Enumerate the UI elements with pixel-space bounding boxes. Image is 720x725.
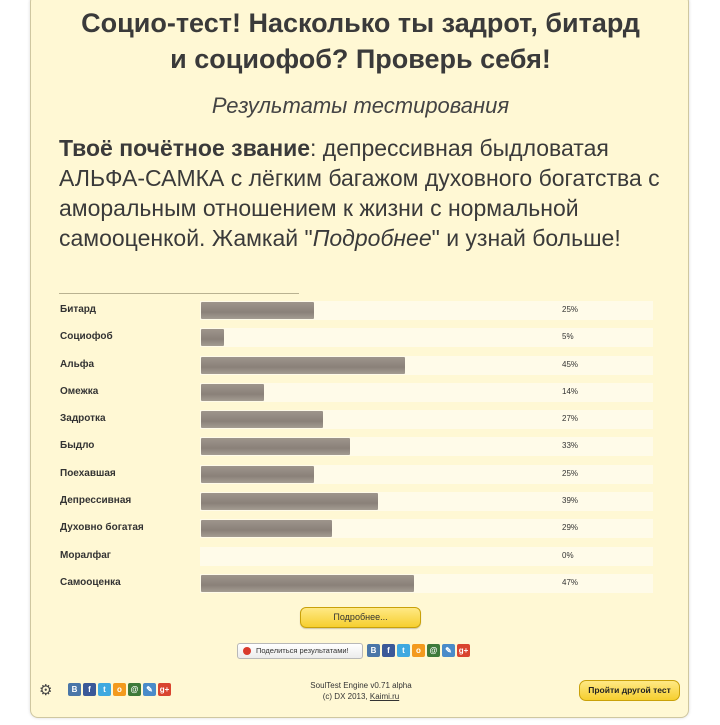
results-bar-chart [59,300,653,600]
test-card [30,0,689,718]
stat-value-label: 29% [562,523,579,533]
stat-track [200,492,653,511]
page-title [31,5,690,77]
google-plus-icon[interactable]: g+ [458,646,469,655]
more-button[interactable]: Подробнее... [300,607,421,628]
stat-value-label: 0% [562,550,574,560]
stat-track [200,465,653,484]
other-test-button[interactable]: Пройти другой тест [579,680,680,701]
title-line-1: Социо-тест! Насколько ты задрот, битард [81,8,640,38]
stat-row [59,573,653,600]
stat-bar [201,466,314,483]
stat-label: Быдло [60,440,95,452]
stat-label: Духовно богатая [60,522,144,534]
stat-value-label: 25% [562,305,579,314]
copyright: (c) DX 2013, [322,692,370,701]
stat-value-label: 14% [562,386,579,396]
stat-bar [201,575,414,592]
stat-value-label: 25% [562,468,579,478]
results-subtitle: Результаты тестирования [211,93,510,118]
footer-share-icons [68,683,171,696]
stat-bar [201,302,314,319]
stat-value-label: 27% [562,414,579,424]
stat-track [200,547,653,566]
gear-icon[interactable]: ⚙ [39,682,53,699]
stat-row [59,491,653,518]
stat-label: Омежка [60,385,99,397]
vk-icon[interactable]: B [68,683,81,696]
result-text-1: : депрессивная быдловатая АЛЬФА-САМКА с лёгким багажом духовного богатства с аморальным отношением к жизни с нормальной самооценкой. Жамкай " [59,135,660,251]
stat-label: Задротка [60,413,106,425]
stat-value-label: 33% [562,441,579,451]
stat-value-label: 47% [562,577,579,587]
stat-track [200,383,653,402]
title-line-2: и социофоб? Проверь себя! [170,44,551,74]
stat-track [200,328,653,347]
result-text-2: " и узнай больше! [431,225,621,251]
stat-row [59,409,653,436]
stat-row [59,464,653,491]
stat-row [59,518,653,545]
stat-track [200,356,653,375]
stat-label: Самооценка [60,576,121,588]
stat-track [200,410,653,429]
result-description [59,133,669,253]
stat-row [59,355,653,382]
stat-bar [201,438,350,455]
stat-row [59,436,653,463]
stat-bar [201,384,264,401]
stat-value-label: 45% [562,359,579,369]
mailru-icon[interactable]: @ [128,683,141,696]
stat-bar [201,357,405,374]
rank-label: Твоё почётное звание [59,135,311,161]
stat-bar [201,329,224,346]
stat-label: Социофоб [60,331,113,343]
footer-credits [271,680,451,702]
google-plus-icon[interactable]: g+ [159,685,170,694]
divider [59,293,299,294]
twitter-icon[interactable]: t [397,644,410,657]
mailru-icon[interactable]: @ [427,644,440,657]
facebook-icon[interactable]: f [382,644,395,657]
stat-value-label: 5% [562,332,574,342]
site-link[interactable]: Kaimi.ru [369,692,400,701]
twitter-icon[interactable]: t [98,683,111,696]
stat-label: Депрессивная [60,495,132,507]
stat-label: Альфа [60,358,95,370]
stat-track [200,437,653,456]
vk-icon[interactable]: B [367,644,380,657]
stat-row [59,300,653,327]
stat-value-label: 39% [562,496,579,506]
stat-label: Моралфаг [60,549,111,561]
stat-row [59,382,653,409]
facebook-icon[interactable]: f [83,683,96,696]
stat-bar [201,520,332,537]
share-icons [367,644,470,657]
engine-version: SoulTest Engine v0.71 alpha [310,681,412,690]
stat-track [200,301,653,320]
share-results-button[interactable] [237,643,363,659]
stat-row [59,327,653,354]
stat-track [200,574,653,593]
odnoklassniki-icon[interactable]: o [412,644,425,657]
result-more-mention: Подробнее [312,225,432,251]
stat-track [200,519,653,538]
livejournal-icon[interactable]: ✎ [143,683,156,696]
odnoklassniki-icon[interactable]: o [113,683,126,696]
stat-bar [201,411,323,428]
share-icon [243,647,251,655]
stat-row [59,546,653,573]
share-label: Поделиться результатами! [256,646,349,655]
stat-bar [201,493,378,510]
livejournal-icon[interactable]: ✎ [442,644,455,657]
stat-label: Битард [60,304,97,315]
stat-label: Поехавшая [60,467,116,479]
